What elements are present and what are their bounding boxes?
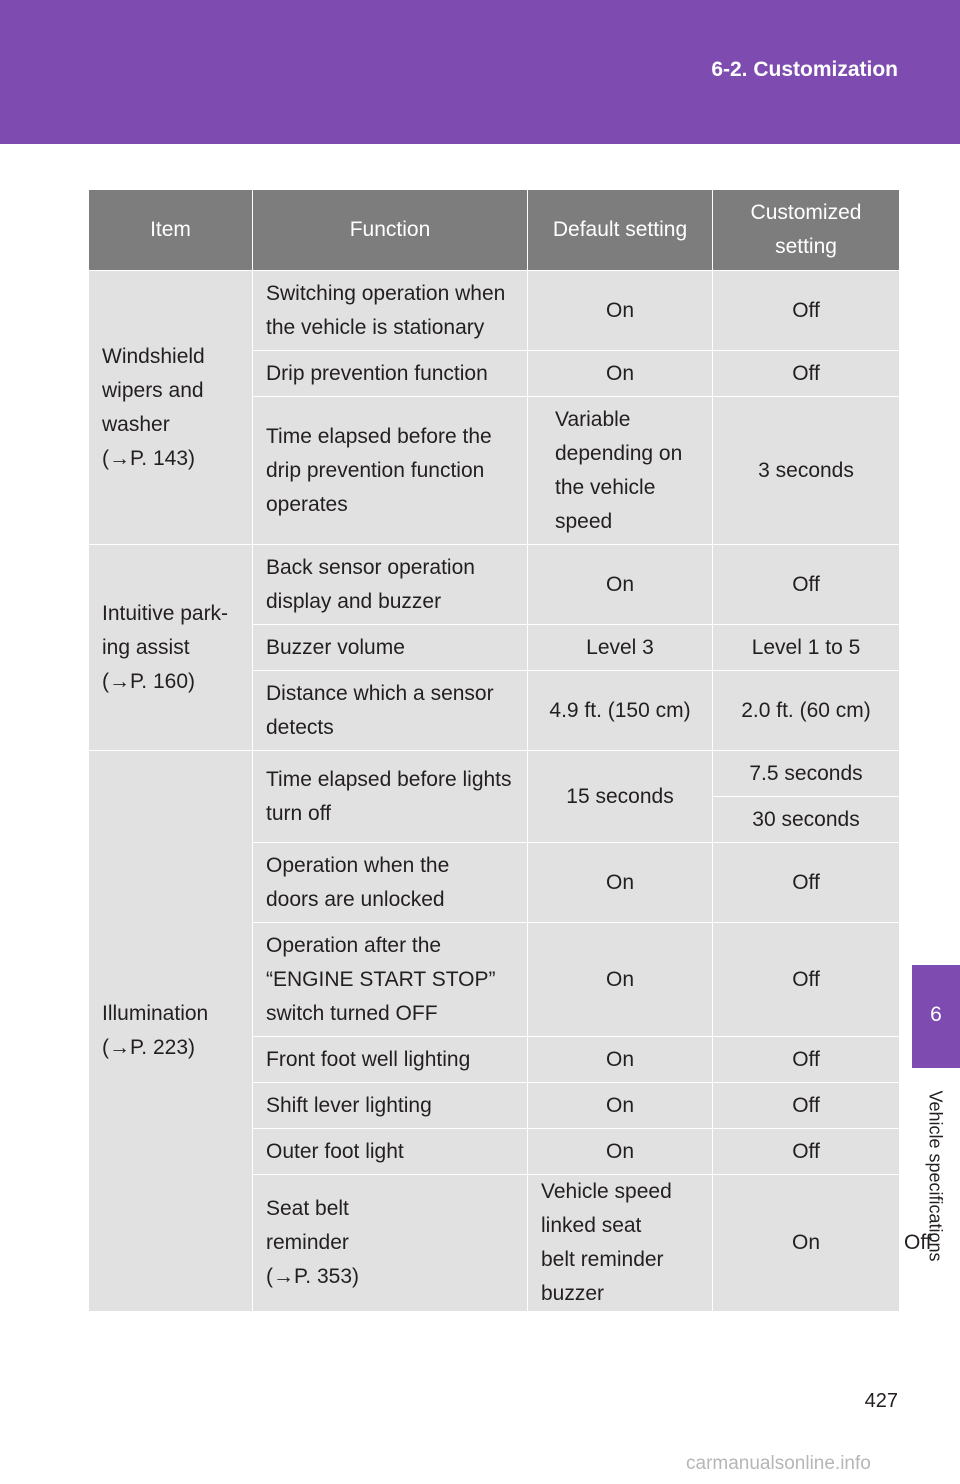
- function-cell: Time elapsed before the drip prevention function operates: [253, 397, 528, 545]
- function-cell: Operation after the “ENGINE START STOP” switch turned OFF: [253, 923, 528, 1037]
- custom-cell: Off: [713, 843, 900, 923]
- function-cell: Operation when the doors are unlocked: [253, 843, 528, 923]
- column-header-item: Item: [89, 190, 253, 271]
- default-cell: 4.9 ft. (150 cm): [528, 671, 713, 751]
- function-cell: Back sensor operation display and buzzer: [253, 545, 528, 625]
- table-header-row: [89, 190, 900, 271]
- custom-cell: Off: [713, 545, 900, 625]
- function-cell: Shift lever lighting: [253, 1083, 528, 1129]
- custom-cell: Off: [713, 923, 900, 1037]
- function-cell: Vehicle speed linked seat belt reminder buzzer: [528, 1175, 713, 1312]
- table-row: [89, 751, 900, 797]
- customization-table: [88, 189, 932, 1312]
- default-cell: On: [528, 545, 713, 625]
- section-title: 6-2. Customization: [711, 58, 898, 81]
- column-header-default-setting: Default setting: [528, 190, 713, 271]
- function-cell: Distance which a sensor detects: [253, 671, 528, 751]
- function-cell: Buzzer volume: [253, 625, 528, 671]
- item-cell: Intuitive park- ing assist (→P. 160): [89, 545, 253, 751]
- table-row: [89, 545, 900, 625]
- item-cell: Illumination (→P. 223): [89, 751, 253, 1312]
- default-cell: On: [528, 1037, 713, 1083]
- watermark: carmanualsonline.info: [686, 1453, 871, 1474]
- function-cell: Outer foot light: [253, 1129, 528, 1175]
- column-header-customized-setting: Customized setting: [713, 190, 900, 271]
- custom-cell: 3 seconds: [713, 397, 900, 545]
- custom-cell: 7.5 seconds: [713, 751, 900, 797]
- custom-cell: Off: [713, 271, 900, 351]
- function-cell: Front foot well lighting: [253, 1037, 528, 1083]
- custom-cell: Off: [713, 1129, 900, 1175]
- custom-cell: 2.0 ft. (60 cm): [713, 671, 900, 751]
- default-cell: Level 3: [528, 625, 713, 671]
- chapter-tab: 6: [912, 965, 960, 1068]
- default-cell: On: [528, 1083, 713, 1129]
- item-cell: Seat belt reminder (→P. 353): [253, 1175, 528, 1312]
- chapter-side-label: Vehicle specifications: [925, 1090, 946, 1262]
- custom-cell: Off: [713, 1083, 900, 1129]
- column-header-function: Function: [253, 190, 528, 271]
- custom-cell: Off: [713, 351, 900, 397]
- default-cell: On: [528, 271, 713, 351]
- default-cell: On: [528, 923, 713, 1037]
- default-cell: 15 seconds: [528, 751, 713, 843]
- default-cell: Variable depending on the vehicle speed: [528, 397, 713, 545]
- function-cell: Time elapsed before lights turn off: [253, 751, 528, 843]
- default-cell: On: [528, 1129, 713, 1175]
- default-cell: On: [528, 351, 713, 397]
- item-cell: Windshield wipers and washer (→P. 143): [89, 271, 253, 545]
- function-cell: Switching operation when the vehicle is stationary: [253, 271, 528, 351]
- page-number: 427: [864, 1390, 898, 1412]
- default-cell: On: [713, 1175, 900, 1312]
- table-row: [89, 271, 900, 351]
- table-row: Seat belt reminder (→P. 353) Vehicle speed linked seat belt reminder buzzer On Off: [89, 1175, 900, 1312]
- custom-cell: Off: [713, 1037, 900, 1083]
- custom-cell: Level 1 to 5: [713, 625, 900, 671]
- custom-cell: 30 seconds: [713, 797, 900, 843]
- function-cell: Drip prevention function: [253, 351, 528, 397]
- default-cell: On: [528, 843, 713, 923]
